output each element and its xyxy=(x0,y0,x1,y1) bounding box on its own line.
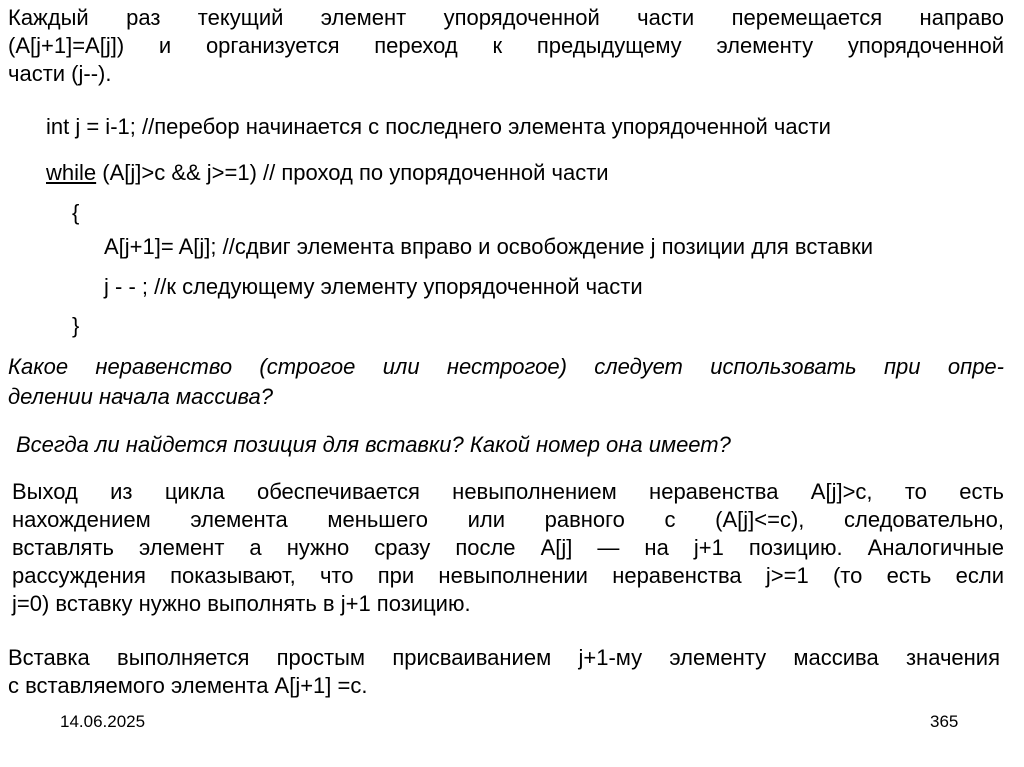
question-line: Какое неравенство (строгое или нестрогое) следует использовать при опре- xyxy=(8,354,1004,379)
code-line-decrement: j - - ; //к следующему элементу упорядоченной части xyxy=(104,274,643,299)
code-line-while xyxy=(46,160,609,186)
answer-line: рассуждения показывают, что при невыполнении неравенства j>=1 (то есть если xyxy=(12,563,1004,588)
intro-paragraph xyxy=(8,4,1004,88)
answer-line: нахождением элемента меньшего или равного c (A[j]<=c), следовательно, xyxy=(12,507,1004,532)
question-line: делении начала массива? xyxy=(8,384,274,409)
answer-line: вставлять элемент a нужно сразу после A[j] — на j+1 позицию. Аналогичные xyxy=(12,535,1004,560)
code-line-declaration: int j = i-1; //перебор начинается с последнего элемента упорядоченной части xyxy=(46,114,831,139)
intro-line: части (j--). xyxy=(8,61,112,86)
conclusion-line: Вставка выполняется простым присваиванием j+1-му элементу массива значения xyxy=(8,645,1000,670)
code-open-brace: { xyxy=(72,200,80,225)
question-strictness xyxy=(8,352,1004,412)
while-keyword: while xyxy=(46,160,97,185)
code-close-brace: } xyxy=(72,313,80,338)
question-position: Всегда ли найдется позиция для вставки? Какой номер она имеет? xyxy=(16,432,731,457)
answer-line: j=0) вставку нужно выполнять в j+1 позицию. xyxy=(12,591,471,616)
answer-paragraph xyxy=(12,478,1004,618)
intro-line: (A[j+1]=A[j]) и организуется переход к предыдущему элементу упорядоченной xyxy=(8,33,1004,58)
answer-line: Выход из цикла обеспечивается невыполнением неравенства A[j]>c, то есть xyxy=(12,479,1004,504)
page-number: 365 xyxy=(930,712,959,731)
conclusion-line: c вставляемого элемента A[j+1] =c. xyxy=(8,673,368,698)
conclusion-paragraph xyxy=(8,644,1000,700)
code-line-shift: A[j+1]= A[j]; //сдвиг элемента вправо и освобождение j позиции для вставки xyxy=(104,234,874,259)
while-condition: (A[j]>c && j>=1) // проход по упорядоченной части xyxy=(96,160,609,185)
footer-date: 14.06.2025 xyxy=(60,712,146,731)
intro-line: Каждый раз текущий элемент упорядоченной части перемещается направо xyxy=(8,5,1004,30)
